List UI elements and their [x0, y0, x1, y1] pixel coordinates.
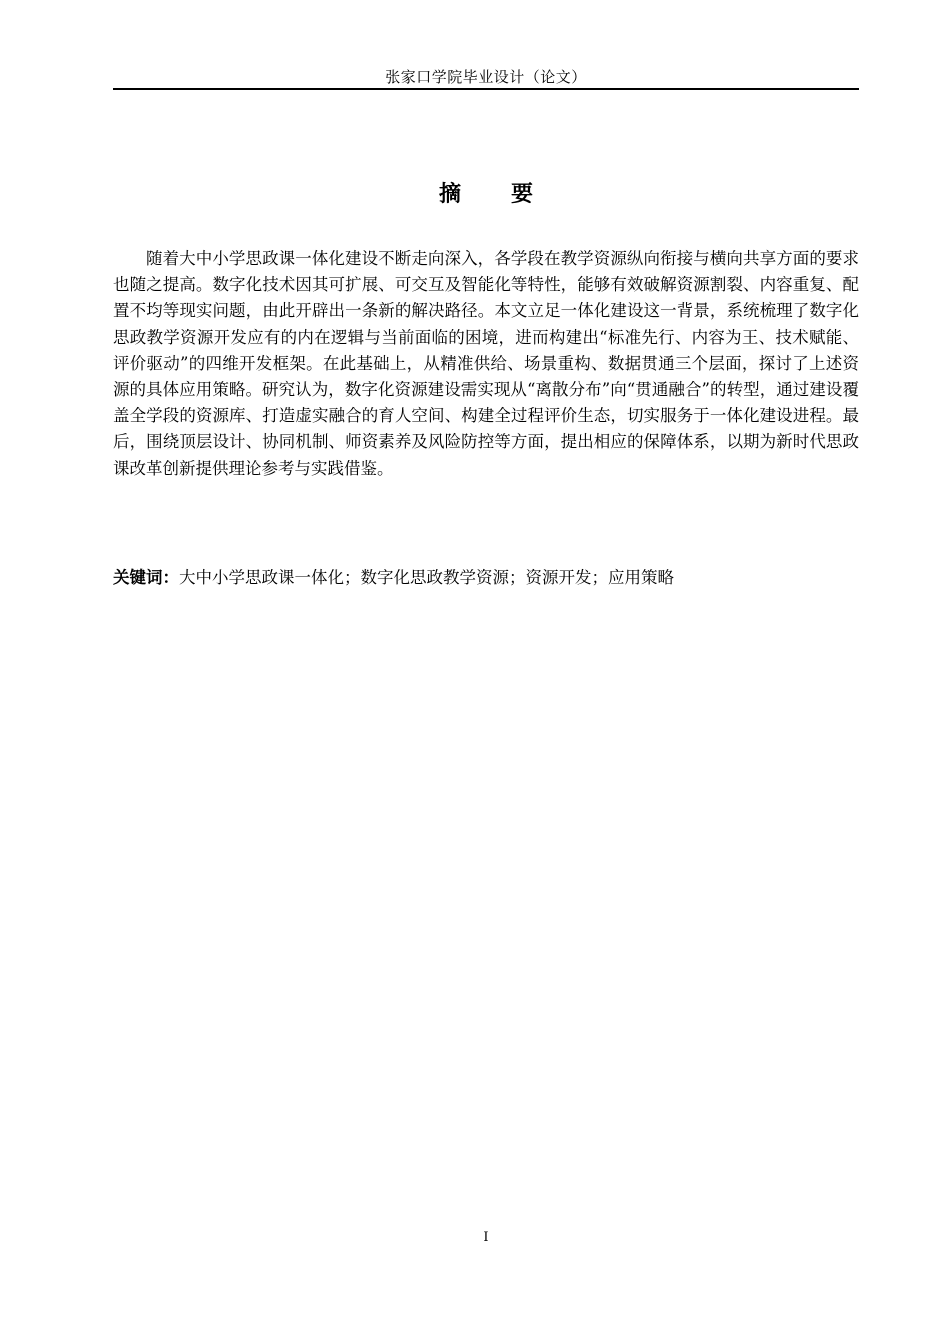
header-divider [113, 88, 859, 90]
abstract-title [113, 180, 859, 210]
keywords-label: 关键词： [113, 568, 179, 587]
running-header: 张家口学院毕业设计（论文） [385, 68, 587, 86]
abstract-title-char-2: 要 [511, 182, 534, 207]
keywords-line [113, 565, 859, 591]
abstract-body: 随着大中小学思政课一体化建设不断走向深入，各学段在教学资源纵向衔接与横向共享方面的要求也随之提高。数字化技术因其可扩展、可交互及智能化等特性，能够有效破解资源割裂、内容重复、配置不均等现实问题，由此开辟出一条新的解决路径。本文立足一体化建设这一背景，系统梳理了数字化思政教学资源开发应有的内在逻辑与当前面临的困境，进而构建出“标准先行、内容为王、技术赋能、评价驱动”的四维开发框架。在此基础上，从精准供给、场景重构、数据贯通三个层面，探讨了上述资源的具体应用策略。研究认为，数字化资源建设需实现从“离散分布”向“贯通融合”的转型，通过建设覆盖全学段的资源库、打造虚实融合的育人空间、构建全过程评价生态，切实服务于一体化建设进程。最后，围绕顶层设计、协同机制、师资素养及风险防控等方面，提出相应的保障体系，以期为新时代思政课改革创新提供理论参考与实践借鉴。 [113, 249, 859, 478]
page-number: I [483, 1230, 489, 1245]
keywords-text: 大中小学思政课一体化；数字化思政教学资源；资源开发；应用策略 [179, 568, 674, 587]
abstract-title-char-1: 摘 [438, 182, 461, 207]
